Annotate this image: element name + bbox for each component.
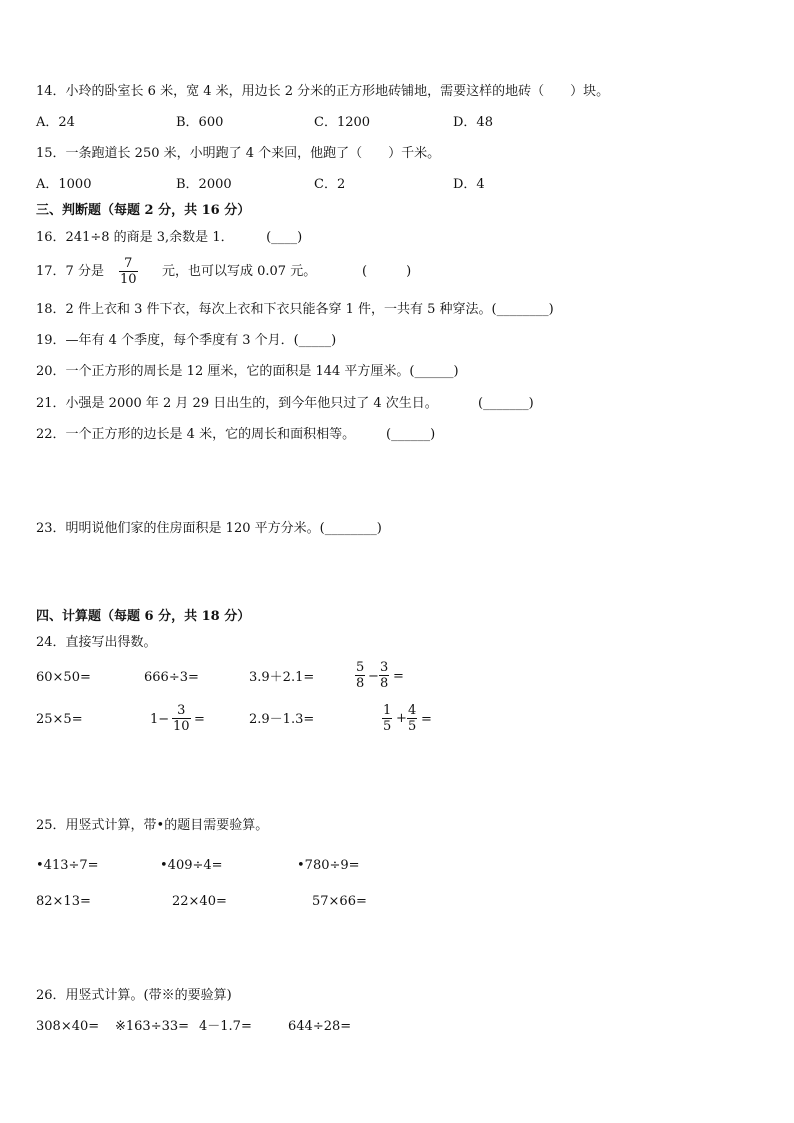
q25-item-1: •413÷7= — [36, 858, 99, 873]
q25-item-6: 57×66= — [312, 894, 367, 909]
fraction-numerator: 1 — [383, 703, 392, 718]
question-22-blank: (______) — [386, 427, 436, 442]
q25-item-5: 22×40= — [172, 894, 227, 909]
q24-operator-plus: + — [396, 711, 407, 726]
q24-item-5: 25×5= — [36, 712, 83, 727]
q26-item-4: 644÷28= — [288, 1019, 352, 1034]
q15-option-a: A．1000 — [36, 177, 92, 192]
q24-lead-one-minus: 1− — [150, 712, 170, 727]
q14-option-b: B．600 — [176, 115, 224, 130]
question-26-stem: 26．用竖式计算。(带※的要验算) — [36, 988, 232, 1003]
q24-item-7: 2.9－1.3= — [249, 712, 315, 727]
question-22: 22．一个正方形的边长是 4 米，它的周长和面积相等。 — [36, 427, 356, 442]
question-15-stem: 15．一条跑道长 250 米，小明跑了 4 个来回，他跑了（ ）千米。 — [36, 146, 441, 161]
question-19: 19．—年有 4 个季度，每个季度有 3 个月．(_____) — [36, 333, 337, 348]
question-17-blank: ( ) — [362, 264, 412, 279]
question-20: 20．一个正方形的周长是 12 厘米，它的面积是 144 平方厘米。(______) — [36, 364, 459, 379]
question-21: 21．小强是 2000 年 2 月 29 日出生的，到今年他只过了 4 次生日。 — [36, 396, 438, 411]
q15-option-c: C．2 — [314, 177, 346, 192]
section-4-title: 四、计算题（每题 6 分，共 18 分） — [36, 609, 251, 624]
q26-item-3: 4－1.7= — [199, 1019, 252, 1034]
q17-fraction-numerator: 7 — [124, 256, 133, 271]
q24-item-3: 3.9＋2.1= — [249, 670, 315, 685]
q24-fraction-d — [382, 703, 392, 734]
fraction-numerator: 4 — [408, 703, 417, 718]
fraction-numerator: 3 — [380, 660, 389, 675]
q26-item-2: ※163÷33= — [115, 1019, 190, 1034]
q24-operator-minus: − — [368, 669, 379, 684]
fraction-denominator: 5 — [383, 719, 392, 734]
question-21-blank: (_______) — [478, 396, 534, 411]
question-23: 23．明明说他们家的住房面积是 120 平方分米。(________) — [36, 521, 382, 536]
question-16: 16．241÷8 的商是 3,余数是 1． (____) — [36, 230, 303, 245]
q25-item-2: •409÷4= — [160, 858, 223, 873]
q17-fraction — [119, 256, 138, 287]
question-25-stem: 25．用竖式计算，带•的题目需要验算。 — [36, 818, 269, 833]
question-14-stem: 14．小玲的卧室长 6 米，宽 4 米，用边长 2 分米的正方形地砖铺地，需要这样的地砖（ ）块。 — [36, 84, 610, 99]
q24-fraction-c — [172, 703, 191, 734]
q24-fraction-b — [379, 660, 389, 691]
q17-fraction-denominator: 10 — [120, 272, 137, 287]
q24-fraction-e — [407, 703, 417, 734]
q14-option-a: A．24 — [36, 115, 75, 130]
question-17-prefix: 17．7 分是 — [36, 264, 104, 279]
q24-equals: = — [194, 712, 205, 727]
q24-equals: = — [393, 669, 404, 684]
fraction-numerator: 3 — [177, 703, 186, 718]
section-3-title: 三、判断题（每题 2 分，共 16 分） — [36, 203, 251, 218]
q24-item-1: 60×50= — [36, 670, 91, 685]
fraction-denominator: 10 — [173, 719, 190, 734]
question-24-stem: 24．直接写出得数。 — [36, 635, 157, 650]
fraction-numerator: 5 — [356, 660, 365, 675]
q15-option-d: D．4 — [453, 177, 485, 192]
question-18: 18．2 件上衣和 3 件下衣，每次上衣和下衣只能各穿 1 件，一共有 5 种穿法。(________) — [36, 302, 554, 317]
question-17-suffix: 元，也可以写成 0.07 元。 — [162, 264, 317, 279]
q15-option-b: B．2000 — [176, 177, 232, 192]
q25-item-4: 82×13= — [36, 894, 91, 909]
q24-equals: = — [421, 712, 432, 727]
fraction-denominator: 8 — [356, 676, 365, 691]
q26-item-1: 308×40= — [36, 1019, 100, 1034]
q14-option-d: D．48 — [453, 115, 493, 130]
q24-fraction-a — [355, 660, 365, 691]
q25-item-3: •780÷9= — [297, 858, 360, 873]
fraction-denominator: 8 — [380, 676, 389, 691]
fraction-denominator: 5 — [408, 719, 417, 734]
q24-item-2: 666÷3= — [144, 670, 199, 685]
q14-option-c: C．1200 — [314, 115, 371, 130]
